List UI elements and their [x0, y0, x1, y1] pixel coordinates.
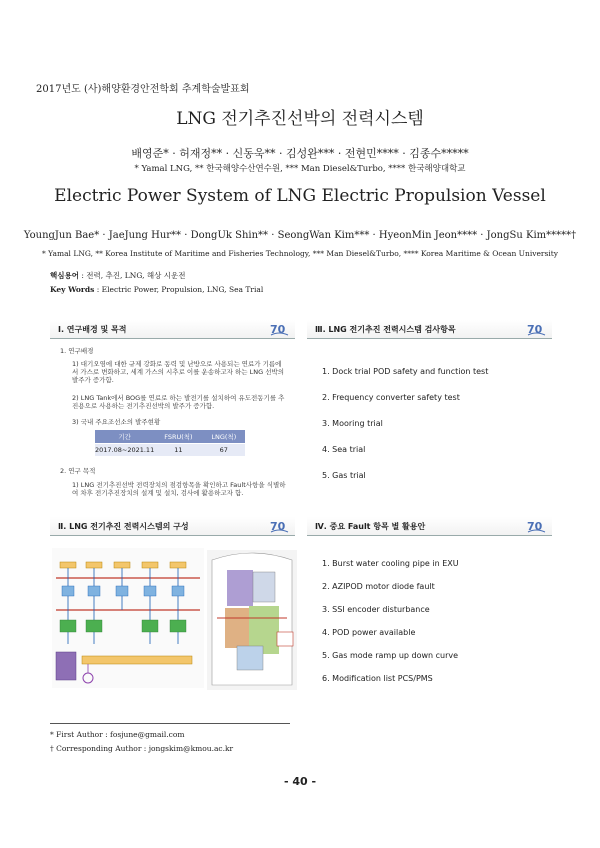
section4-list-item: 2. AZIPOD motor diode fault: [322, 582, 435, 591]
section4-list-item: 4. POD power available: [322, 628, 416, 637]
section1-header: [50, 320, 295, 339]
affiliations-korean: * Yamal LNG, ** 한국해양수산연수원, *** Man Diesel&Turbo, **** 한국해양대학교: [134, 164, 466, 174]
table-header-row: [95, 430, 245, 444]
table-header-cell: 기간: [95, 430, 154, 444]
table-cell: 11: [154, 444, 202, 457]
single-line-diagram: [52, 548, 204, 688]
authors-korean: 배영준* · 허재정** · 신동욱** · 김성완*** · 전현민**** · 김종수*****: [131, 147, 469, 160]
keywords-ko-value: : 전력, 추진, LNG, 해상 시운전: [81, 271, 186, 280]
section3-list-item: 2. Frequency converter safety test: [322, 393, 460, 402]
logo-70-icon: [269, 518, 289, 534]
section3-title: Ⅲ. LNG 전기추진 전력시스템 검사항목: [315, 325, 456, 334]
section3-list-item: 5. Gas trial: [322, 471, 366, 480]
section3-list-item: 3. Mooring trial: [322, 419, 383, 428]
section1-sub1: 1. 연구배경: [60, 347, 94, 355]
svg-text:70: 70: [270, 520, 286, 533]
keywords-en-label: Key Words: [50, 285, 95, 294]
logo-70-icon: [526, 321, 546, 337]
table-header-cell: FSRU(척): [154, 430, 202, 444]
svg-text:70: 70: [527, 520, 543, 533]
section2-header: [50, 517, 295, 536]
section4-header: [307, 517, 552, 536]
authors-english: YoungJun Bae* · JaeJung Hur** · DongUk Shin** · SeongWan Kim*** · HyeonMin Jeon**** · JongSu Kim*****†: [23, 230, 577, 241]
table-cell: 67: [203, 444, 245, 457]
title-english: Electric Power System of LNG Electric Propulsion Vessel: [54, 186, 546, 206]
section4-list-item: 5. Gas mode ramp up down curve: [322, 651, 459, 660]
section3-list-item: 1. Dock trial POD safety and function test: [322, 367, 489, 376]
section3-list-item: 4. Sea trial: [322, 445, 366, 454]
keywords-korean: [50, 270, 185, 281]
section4-list-item: 3. SSI encoder disturbance: [322, 605, 430, 614]
orders-table: [95, 430, 245, 456]
logo-70-icon: [526, 518, 546, 534]
section2-title: Ⅱ. LNG 전기추진 전력시스템의 구성: [58, 522, 189, 531]
conference-header: 2017년도 (사)해양환경안전학회 추계학술발표회: [36, 84, 250, 95]
section4-title: Ⅳ. 중요 Fault 항목 별 활용안: [315, 522, 426, 531]
section1-item3: 3) 국내 주요조선소의 발주현황: [72, 418, 161, 426]
page-number: - 40 -: [283, 775, 317, 788]
section1-title: Ⅰ. 연구배경 및 목적: [58, 325, 127, 334]
keywords-english: [50, 285, 263, 294]
section3-header: [307, 320, 552, 339]
footnote-corresponding-author: † Corresponding Author : jongskim@kmou.ac.kr: [50, 744, 234, 753]
table-row: [95, 444, 245, 457]
svg-text:70: 70: [527, 323, 543, 336]
title-korean: LNG 전기추진선박의 전력시스템: [176, 109, 424, 129]
section4-list-item: 1. Burst water cooling pipe in EXU: [322, 559, 459, 568]
section1-sub2: 2. 연구 목적: [60, 467, 96, 475]
keywords-ko-label: 핵심용어: [50, 271, 79, 280]
table-cell: 2017.08~2021.11: [95, 444, 154, 457]
logo-70-icon: [269, 321, 289, 337]
section1-item2: 2) LNG Tank에서 BOG를 연료로 하는 발전기를 설치하여 유도전동기를 추진용으로 사용하는 전기추진선박의 발주가 증가함.: [72, 394, 285, 410]
footnote-divider: [50, 723, 290, 724]
keywords-en-value: : Electric Power, Propulsion, LNG, Sea Trial: [96, 285, 264, 294]
ship-arrangement-drawing: [207, 550, 297, 690]
section1-item4: 1) LNG 전기추진선박 전력장치의 점검항목을 확인하고 Fault사항을 식별하여 차후 전기추진장치의 설계 및 설치, 검사에 활용하고자 함.: [72, 481, 286, 497]
affiliations-english: * Yamal LNG, ** Korea Institute of Maritime and Fisheries Technology, *** Man Diesel&Turbo, **** Korea Maritime & Ocean University: [42, 249, 558, 258]
svg-text:70: 70: [270, 323, 286, 336]
footnote-first-author: * First Author : fosjune@gmail.com: [50, 730, 185, 739]
section4-list-item: 6. Modification list PCS/PMS: [322, 674, 433, 683]
section1-item1: 1) 대기오염에 대한 규제 강화로 동력 및 난방으로 사용되는 연료가 기름에서 가스로 변화하고, 세계 가스의 시추로 이를 운송하고자 하는 LNG 선박의 발주가 증가함.: [72, 360, 285, 384]
table-header-cell: LNG(척): [203, 430, 245, 444]
